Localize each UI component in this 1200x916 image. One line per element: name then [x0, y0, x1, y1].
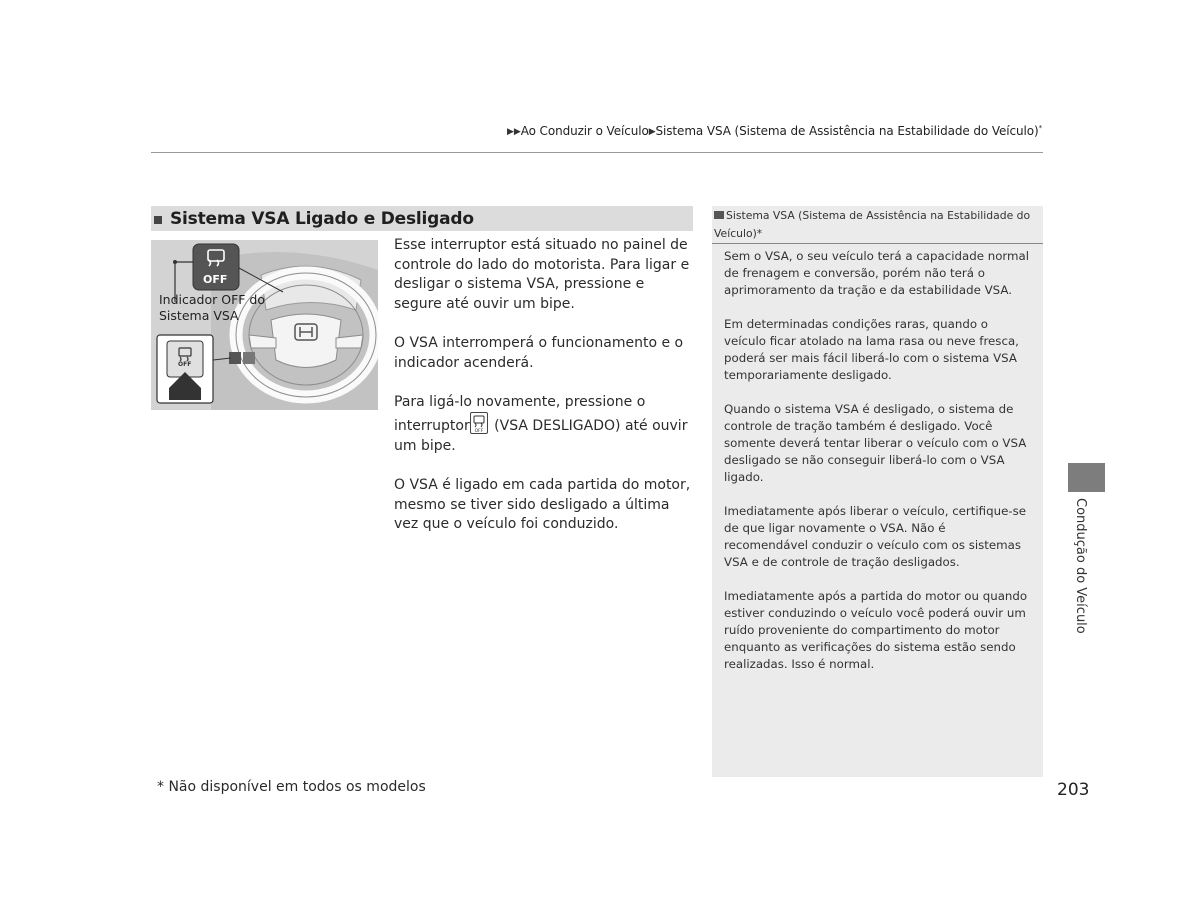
note-marker-icon	[714, 211, 724, 219]
header-divider	[151, 152, 1043, 153]
paragraph-2: O VSA interromperá o funcionamento e o indicador acenderá.	[394, 334, 684, 371]
chapter-tab-label	[1071, 498, 1089, 648]
vsa-switch-off-text: OFF	[178, 361, 192, 368]
chapter-tab-text: Condução do Veículo	[1073, 498, 1088, 634]
paragraph-3	[394, 393, 694, 457]
indicator-label	[159, 292, 265, 324]
page-number: 203	[1057, 780, 1090, 800]
main-text	[394, 236, 694, 555]
sidebar-paragraph: Sem o VSA, o seu veículo terá a capacidade normal de frenagem e conversão, porém não terá o aprimoramento da tração e da estabilidade VSA.	[724, 249, 1030, 297]
dashboard-illustration	[151, 240, 378, 410]
paragraph-1: Esse interruptor está situado no painel de controle do lado do motorista. Para ligar e desligar o sistema VSA, pressione e segure até ouvir um bipe.	[394, 237, 690, 312]
breadcrumb	[507, 124, 1042, 138]
sidebar-paragraph: Imediatamente após a partida do motor ou quando estiver conduzindo o veículo você poderá ouvir um ruído proveniente do compartimento do motor enquanto as verificações do sistema estão sendo realizadas. Isso é normal.	[724, 589, 1028, 671]
vsa-off-button-icon	[470, 412, 488, 434]
section-bullet-icon	[154, 216, 162, 224]
footnote: * Não disponível em todos os modelos	[157, 779, 426, 795]
steering-wheel-illustration	[151, 240, 378, 410]
breadcrumb-level-2[interactable]: Sistema VSA (Sistema de Assistência na Estabilidade do Veículo)	[655, 124, 1039, 138]
paragraph-3-before-icon: interruptor	[394, 418, 470, 435]
sidebar-paragraph: Imediatamente após liberar o veículo, certifique-se de que ligar novamente o VSA. Não é recomendável conduzir o veículo com os sistemas VSA e de controle de tração desligados.	[724, 504, 1027, 569]
section-header	[151, 206, 693, 231]
svg-text:OFF: OFF	[474, 429, 484, 434]
sidebar-heading-text: Sistema VSA (Sistema de Assistência na Estabilidade do Veículo)*	[714, 209, 1031, 240]
indicator-label-line-2: Sistema VSA	[159, 308, 239, 323]
sidebar-body	[712, 244, 1043, 673]
indicator-label-line-1: Indicador OFF do	[159, 292, 266, 307]
sidebar-heading	[712, 206, 1043, 244]
paragraph-3-line-1: Para ligá-lo novamente, pressione o	[394, 393, 646, 410]
breadcrumb-arrow-icon: ▶▶	[507, 127, 521, 137]
vsa-off-indicator-text: OFF	[203, 273, 228, 286]
sidebar-paragraph: Quando o sistema VSA é desligado, o sistema de controle de tração também é desligado. Você somente deverá tentar liberar o veículo com o VSA desligado se não conseguir liberá-lo com o VSA ligado.	[724, 402, 1027, 484]
breadcrumb-asterisk: *	[1038, 124, 1042, 132]
breadcrumb-arrow-icon: ▶	[648, 127, 656, 137]
paragraph-4: O VSA é ligado em cada partida do motor, mesmo se tiver sido desligado a última vez que o veículo foi conduzido.	[394, 477, 691, 533]
chapter-tab[interactable]	[1068, 463, 1105, 492]
paragraph-3-after-icon: (VSA DESLIGADO) até ouvir um bipe.	[394, 418, 688, 454]
sidebar-paragraph: Em determinadas condições raras, quando o veículo ficar atolado na lama rasa ou neve fresca, poderá ser mais fácil liberá-lo com o sistema VSA temporariamente desligado.	[724, 317, 1019, 382]
sidebar-note	[712, 206, 1043, 777]
breadcrumb-level-1[interactable]: Ao Conduzir o Veículo	[520, 124, 649, 138]
section-title: Sistema VSA Ligado e Desligado	[170, 208, 474, 229]
